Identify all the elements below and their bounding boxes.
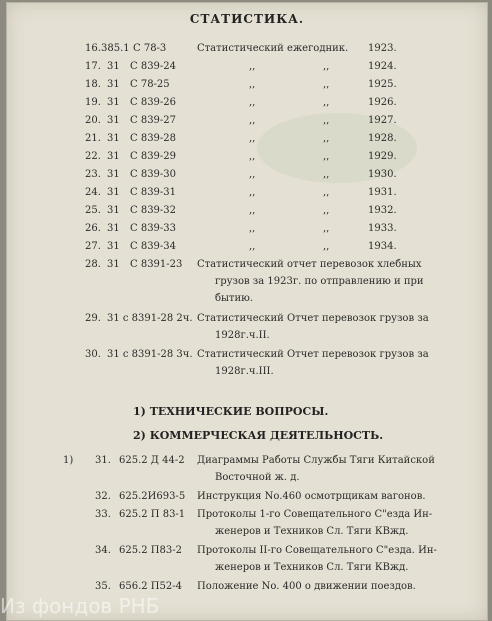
ditto-mark: ,,	[323, 79, 330, 90]
row-class-code: 31	[107, 259, 120, 270]
ditto-mark: ,,	[249, 97, 256, 108]
row-class-code: 31	[107, 169, 120, 180]
row-class-code: 31	[107, 151, 120, 162]
row-year: 1931.	[368, 187, 397, 198]
row-shelf-code: С 839-30	[130, 169, 177, 180]
ditto-mark: ,,	[249, 205, 256, 216]
row-title: Статистический Отчет перевозок грузов за	[197, 349, 429, 360]
row-number: 29.	[85, 313, 101, 324]
ditto-mark: ,,	[249, 241, 256, 252]
row-year: 1927.	[368, 115, 397, 126]
row-number: 35.	[95, 581, 111, 592]
row-class-code: 31	[107, 115, 120, 126]
ditto-mark: ,,	[323, 115, 330, 126]
ditto-mark: ,,	[249, 79, 256, 90]
row-title-cont: грузов за 1923г. по отправлению и при	[215, 276, 424, 287]
row-title: Статистический ежегодник.	[197, 43, 349, 54]
row-title-cont: женеров и Техников Сл. Тяги КВжд.	[215, 562, 409, 573]
row-number: 22.	[85, 151, 101, 162]
ditto-mark: ,,	[323, 97, 330, 108]
row-number: 34.	[95, 545, 111, 556]
row-year: 1928.	[368, 133, 397, 144]
ditto-mark: ,,	[323, 241, 330, 252]
row-number: 33.	[95, 509, 111, 520]
row-shelf-code: С 839-27	[130, 115, 177, 126]
page-title: СТАТИСТИКА.	[189, 12, 305, 26]
row-shelf-code: С 78-3	[133, 43, 167, 54]
row-class-code: 31	[107, 133, 120, 144]
document-page	[6, 2, 488, 621]
row-year: 1923.	[368, 43, 397, 54]
row-prefix: 1)	[63, 455, 74, 466]
row-number: 31.	[95, 455, 111, 466]
row-year: 1924.	[368, 61, 397, 72]
section-heading-technical: 1) ТЕХНИЧЕСКИЕ ВОПРОСЫ.	[133, 405, 329, 418]
row-number: 27.	[85, 241, 101, 252]
row-shelf-code: С 839-34	[130, 241, 177, 252]
row-number: 25.	[85, 205, 101, 216]
library-watermark: Из фондов РНБ	[0, 594, 160, 618]
row-number: 30.	[85, 349, 101, 360]
row-year: 1925.	[368, 79, 397, 90]
row-code: 656.2 П52-4	[119, 581, 182, 592]
row-title: Диаграммы Работы Службы Тяги Китайской	[197, 455, 435, 466]
row-class-code: 31	[107, 241, 120, 252]
ditto-mark: ,,	[323, 133, 330, 144]
row-code: 31 с 8391-28 2ч.	[107, 313, 193, 324]
row-title: Статистический Отчет перевозок грузов за	[197, 313, 429, 324]
row-year: 1933.	[368, 223, 397, 234]
row-code: 625.2 П 83-1	[119, 509, 186, 520]
row-number: 23.	[85, 169, 101, 180]
row-number: 18.	[85, 79, 101, 90]
row-shelf-code: С 839-33	[130, 223, 177, 234]
row-year: 1929.	[368, 151, 397, 162]
row-class-code: 385.1	[101, 43, 130, 54]
row-shelf-code: С 78-25	[130, 79, 170, 90]
row-title-cont: женеров и Техников Сл. Тяги КВжд.	[215, 526, 409, 537]
row-shelf-code: С 839-26	[130, 97, 177, 108]
row-title-cont: бытию.	[215, 293, 254, 304]
ditto-mark: ,,	[249, 133, 256, 144]
ditto-mark: ,,	[323, 169, 330, 180]
row-number: 26.	[85, 223, 101, 234]
row-number: 21.	[85, 133, 101, 144]
row-title: Положение No. 400 о движении поездов.	[197, 581, 416, 592]
ditto-mark: ,,	[249, 151, 256, 162]
row-number: 17.	[85, 61, 101, 72]
row-title: Статистический отчет перевозок хлебных	[197, 259, 422, 270]
ditto-mark: ,,	[323, 187, 330, 198]
row-shelf-code: С 839-29	[130, 151, 177, 162]
ditto-mark: ,,	[249, 223, 256, 234]
row-number: 24.	[85, 187, 101, 198]
row-shelf-code: С 839-24	[130, 61, 177, 72]
row-class-code: 31	[107, 97, 120, 108]
row-code: 625.2 Д 44-2	[119, 455, 185, 466]
row-title-cont: 1928г.ч.II.	[215, 330, 270, 341]
row-shelf-code: С 839-28	[130, 133, 177, 144]
row-year: 1932.	[368, 205, 397, 216]
row-shelf-code: С 839-32	[130, 205, 177, 216]
row-year: 1934.	[368, 241, 397, 252]
row-number: 28.	[85, 259, 101, 270]
row-class-code: 31	[107, 187, 120, 198]
row-shelf-code: С 839-31	[130, 187, 177, 198]
row-title-cont: 1928г.ч.III.	[215, 366, 274, 377]
row-class-code: 31	[107, 61, 120, 72]
ditto-mark: ,,	[249, 115, 256, 126]
row-shelf-code: С 8391-23	[130, 259, 183, 270]
row-year: 1930.	[368, 169, 397, 180]
row-code: 31 с 8391-28 3ч.	[107, 349, 193, 360]
row-class-code: 31	[107, 79, 120, 90]
row-title: Протоколы 1-го Совещательного С"езда Ин-	[197, 509, 433, 520]
ditto-mark: ,,	[323, 151, 330, 162]
row-number: 20.	[85, 115, 101, 126]
row-year: 1926.	[368, 97, 397, 108]
row-class-code: 31	[107, 223, 120, 234]
row-code: 625.2И693-5	[119, 491, 186, 502]
ditto-mark: ,,	[323, 61, 330, 72]
row-title: Протоколы II-го Совещательного С"езда. Ин-	[197, 545, 437, 556]
ditto-mark: ,,	[249, 169, 256, 180]
row-number: 16.	[85, 43, 101, 54]
ditto-mark: ,,	[249, 187, 256, 198]
row-class-code: 31	[107, 205, 120, 216]
ditto-mark: ,,	[249, 61, 256, 72]
row-title-cont: Восточной ж. д.	[215, 472, 300, 483]
row-code: 625.2 П83-2	[119, 545, 182, 556]
ditto-mark: ,,	[323, 205, 330, 216]
row-number: 32.	[95, 491, 111, 502]
row-title: Инструкция No.460 осмотрщикам вагонов.	[197, 491, 426, 502]
row-number: 19.	[85, 97, 101, 108]
section-heading-commercial: 2) КОММЕРЧЕСКАЯ ДЕЯТЕЛЬНОСТЬ.	[133, 429, 384, 442]
ditto-mark: ,,	[323, 223, 330, 234]
